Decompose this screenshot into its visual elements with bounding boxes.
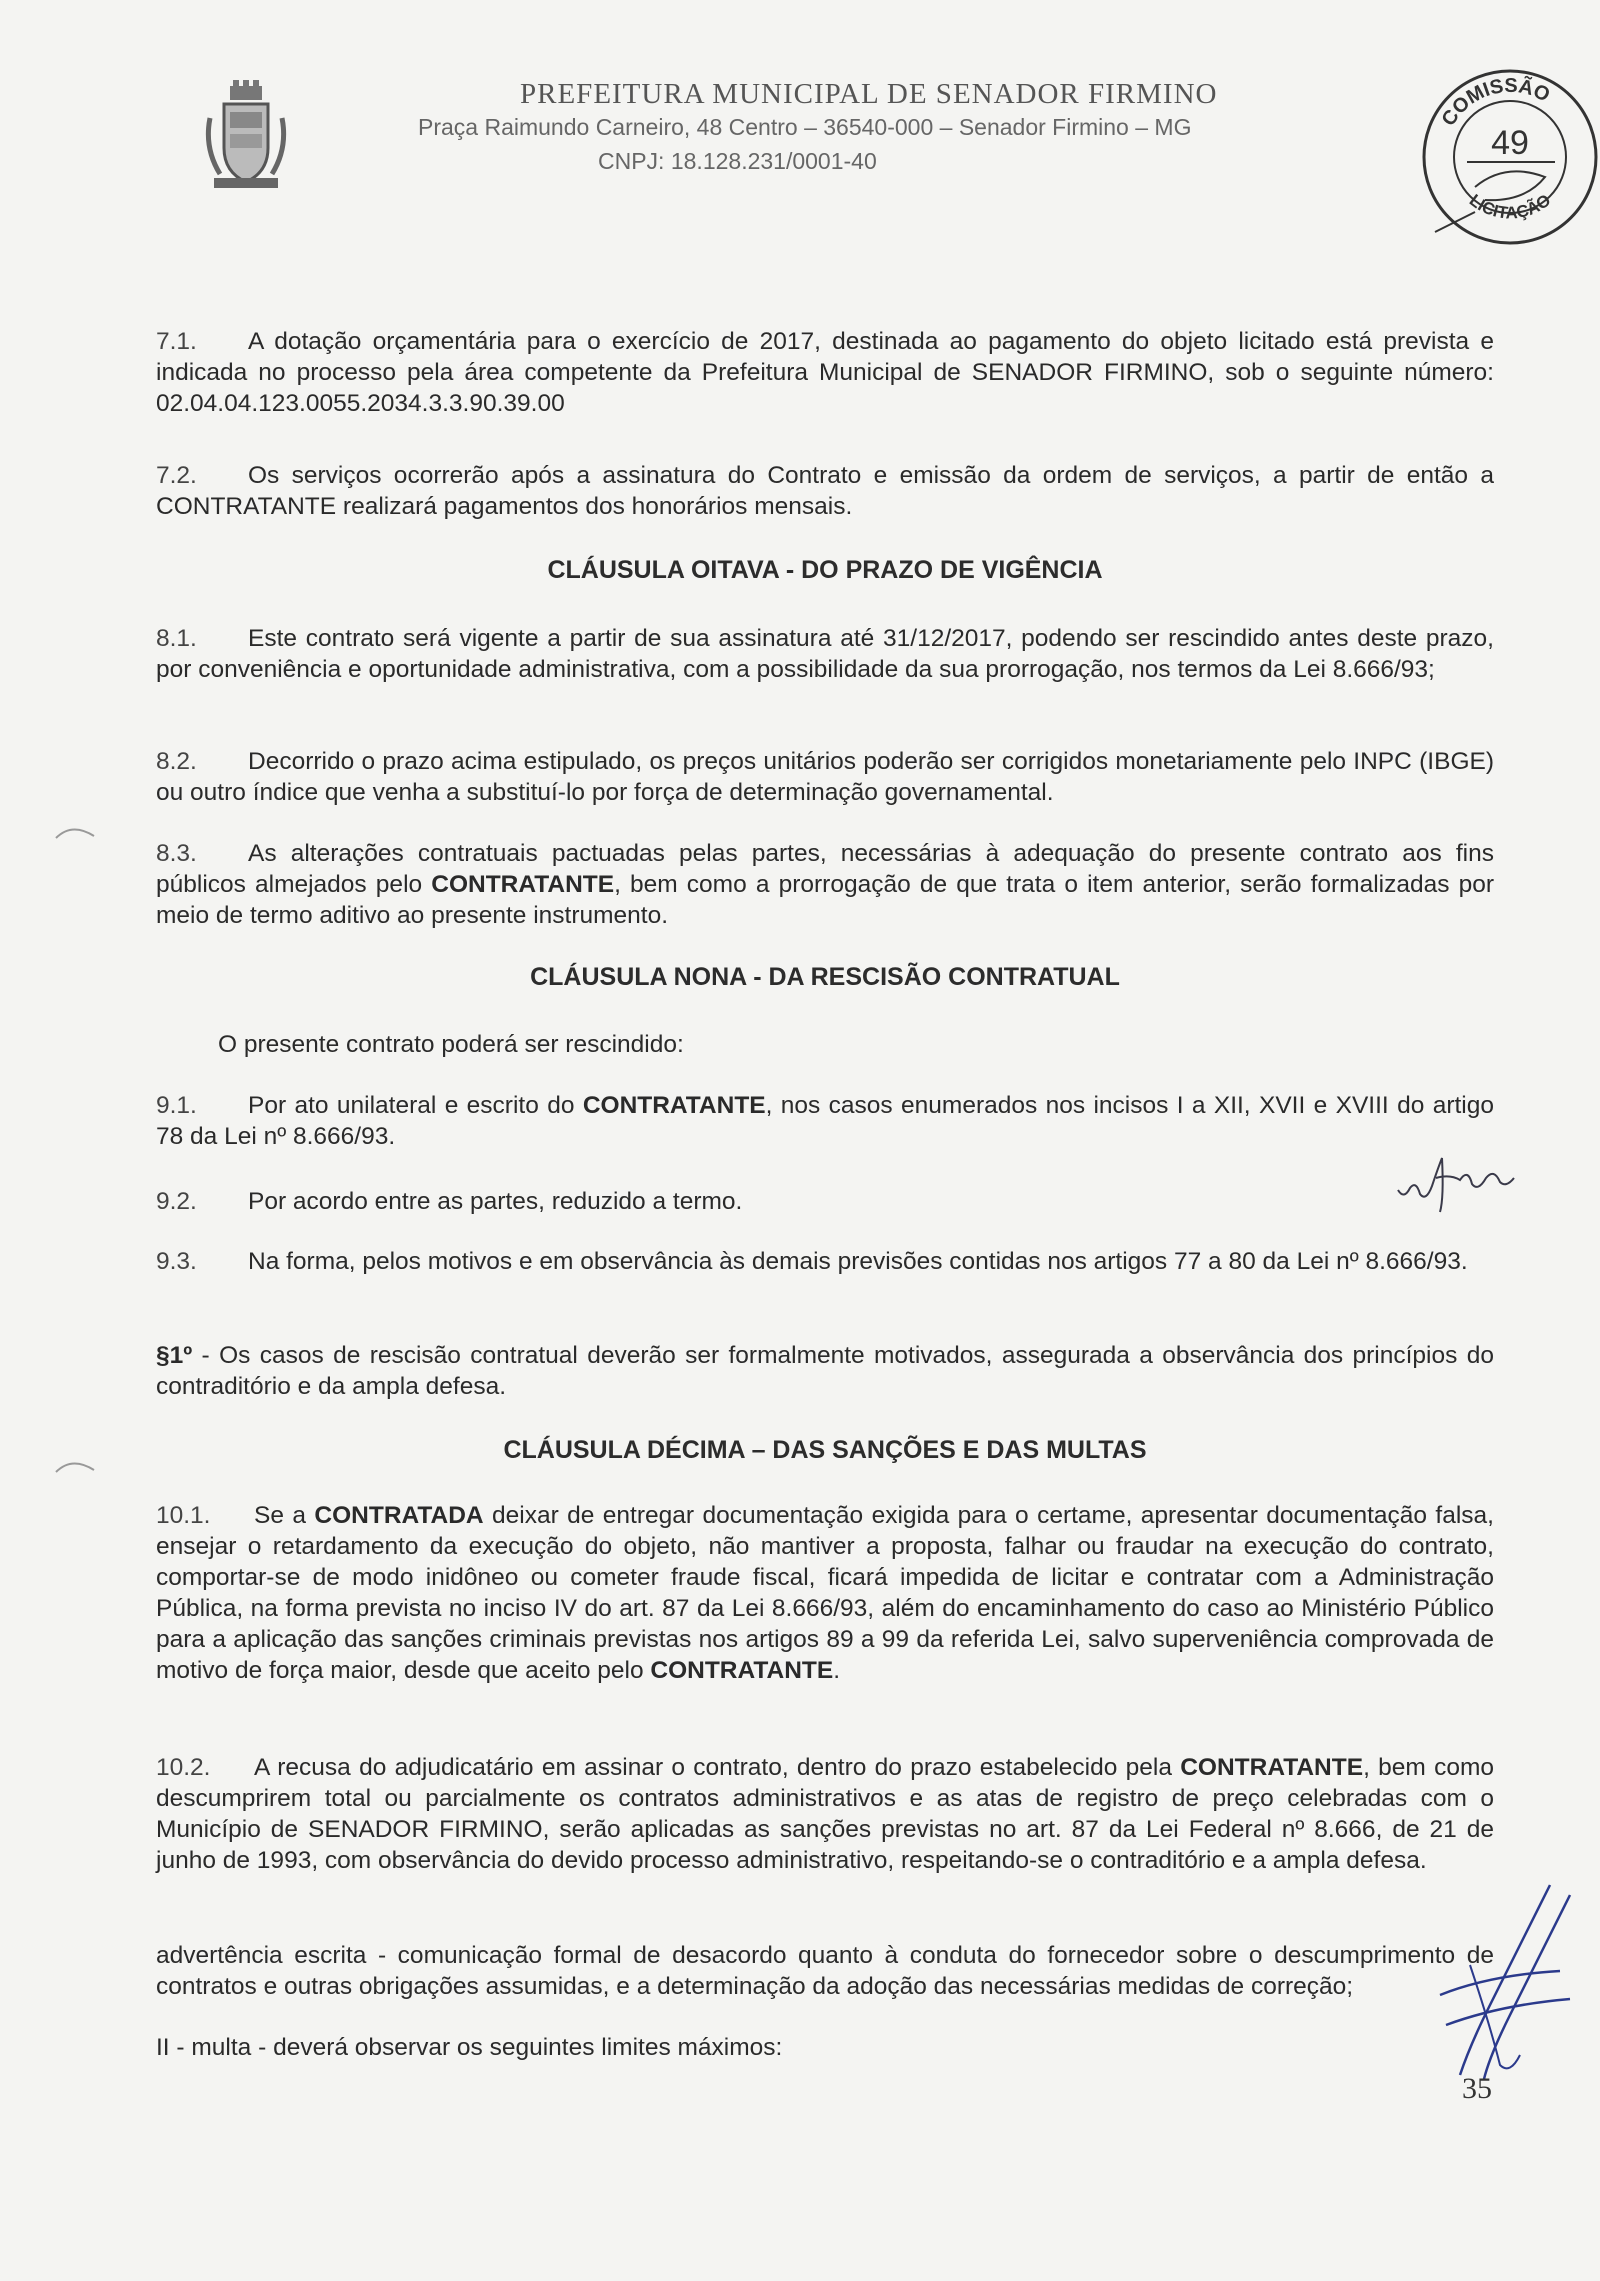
- contratante-term: CONTRATANTE: [582, 1092, 766, 1119]
- commission-stamp: [1415, 62, 1600, 252]
- heading-clause-8: CLÁUSULA OITAVA - DO PRAZO DE VIGÊNCIA: [547, 556, 1103, 584]
- sanction-fine-item: II - multa - deverá observar os seguintes limites máximos:: [156, 2034, 783, 2061]
- clause-text: Os serviços ocorrerão após a assinatura do Contrato e emissão da ordem de serviços, a partir de então a CONTRATANTE realizará pagamentos dos honorários mensais.: [156, 462, 1494, 520]
- clause-number: 8.3.: [156, 840, 197, 867]
- stamp-bottom-text: LICITAÇÃO: [1465, 190, 1555, 223]
- clause-text-continued: , bem como a prorrogação de que trata o item anterior, serão formalizadas por meio de termo aditivo ao presente instrumento.: [156, 871, 1494, 929]
- clause-text: Decorrido o prazo acima estipulado, os preços unitários poderão ser corrigidos monetariamente pelo INPC (IBGE) ou outro índice que venha a substituí-lo por força de determinação governamental.: [156, 748, 1494, 806]
- clause-10-2: [156, 1752, 1494, 1876]
- initials-signature: [1390, 1138, 1520, 1218]
- contratada-term: CONTRATADA: [314, 1502, 484, 1529]
- contratante-term: CONTRATANTE: [1180, 1754, 1364, 1781]
- clause-text: A dotação orçamentária para o exercício de 2017, destinada ao pagamento do objeto licitado está prevista e indicada no processo pela área competente da Prefeitura Municipal de SENADOR FIRMINO, sob o seguinte número: 02.04.04.123.0055.2034.3.3.90.39.00: [156, 328, 1494, 417]
- clause-number: 8.2.: [156, 748, 197, 775]
- clause-9-3: [156, 1246, 1494, 1277]
- sanction-warning-item: advertência escrita - comunicação formal de desacordo quanto à conduta do fornecedor sobre o descumprimento de contratos e outras obrigações assumidas, e a determinação da adoção das necessárias medidas de correção;: [156, 1942, 1494, 2000]
- clause-text-continued: , nos casos enumerados nos incisos I a XII, XVII e XVIII do artigo 78 da Lei nº 8.666/93.: [156, 1092, 1494, 1150]
- clause-text-end: .: [833, 1657, 841, 1684]
- punch-mark: [52, 1456, 98, 1476]
- contratante-term: CONTRATANTE: [431, 871, 615, 898]
- page-number: 35: [1462, 2072, 1492, 2105]
- clause-text: A recusa do adjudicatário em assinar o contrato, dentro do prazo estabelecido pela: [254, 1754, 1181, 1781]
- paragraph-1: [156, 1340, 1494, 1402]
- header-address: Praça Raimundo Carneiro, 48 Centro – 36540-000 – Senador Firmino – MG: [418, 114, 1192, 140]
- clause-9-1: [156, 1090, 1494, 1152]
- clause-number: 8.1.: [156, 625, 197, 652]
- clause-text: Por ato unilateral e escrito do: [248, 1092, 583, 1119]
- clause-9-intro: O presente contrato poderá ser rescindido:: [218, 1031, 684, 1058]
- clause-number: 10.1.: [156, 1502, 211, 1529]
- punch-mark: [52, 822, 98, 842]
- clause-text: Este contrato será vigente a partir de sua assinatura até 31/12/2017, podendo ser rescindido antes deste prazo, por conveniência e oportunidade administrativa, com a possibilidade da sua prorrogação, nos termos da Lei 8.666/93;: [156, 625, 1494, 683]
- paragraph-text: - Os casos de rescisão contratual deverão ser formalmente motivados, assegurada a observância dos princípios do contraditório e da ampla defesa.: [156, 1342, 1494, 1400]
- clause-number: 7.1.: [156, 328, 197, 355]
- clause-number: 7.2.: [156, 462, 197, 489]
- clause-text: Por acordo entre as partes, reduzido a termo.: [248, 1188, 743, 1215]
- contratante-term: CONTRATANTE: [650, 1657, 834, 1684]
- clause-text-continued: , bem como descumprirem total ou parcialmente os contratos administrativos e as atas de registro de preço celebradas com o Município de SENADOR FIRMINO, serão aplicadas as sanções previstas no art. 87 da Lei Federal nº 8.666, de 21 de junho de 1993, com observância do devido processo administrativo, respeitando-se o contraditório e a ampla defesa.: [156, 1754, 1495, 1874]
- svg-text:LICITAÇÃO: [1466, 190, 1555, 222]
- paragraph-symbol: §1º: [156, 1342, 193, 1369]
- clause-7-2: [156, 460, 1494, 522]
- clause-number: 9.3.: [156, 1248, 197, 1275]
- heading-clause-9: CLÁUSULA NONA - DA RESCISÃO CONTRATUAL: [530, 963, 1120, 991]
- clause-7-1: [156, 326, 1494, 419]
- clause-10-1: [156, 1500, 1494, 1686]
- header-title: PREFEITURA MUNICIPAL DE SENADOR FIRMINO: [520, 78, 1218, 110]
- clause-8-3: [156, 838, 1494, 931]
- clause-text: Se a: [254, 1502, 315, 1529]
- clause-8-2: [156, 746, 1494, 808]
- clause-text-continued: deixar de entregar documentação exigida para o certame, apresentar documentação falsa, ensejar o retardamento da execução do objeto, não mantiver a proposta, falhar ou fraudar na execução do contrato, comportar-se de modo inidôneo ou cometer fraude fiscal, ficará impedida de licitar e contratar com a Administração Pública, na forma prevista no inciso IV do art. 87 da Lei 8.666/93, além do encaminhamento do caso ao Ministério Público para a aplicação das sanções criminais previstas nos artigos 89 a 99 da referida Lei, salvo superveniência comprovada de motivo de força maior, desde que aceito pelo: [156, 1502, 1494, 1684]
- clause-9-2: [156, 1186, 1494, 1217]
- municipal-coat-of-arms-icon: [200, 78, 292, 198]
- stamp-top-text: COMISSÃO: [1437, 74, 1554, 131]
- clause-text: As alterações contratuais pactuadas pelas partes, necessárias à adequação do presente contrato aos fins públicos almejados pelo: [156, 840, 1494, 898]
- header-cnpj: CNPJ: 18.128.231/0001-40: [598, 148, 877, 174]
- clause-number: 9.1.: [156, 1092, 197, 1119]
- clause-text: Na forma, pelos motivos e em observância às demais previsões contidas nos artigos 77 a 80 da Lei nº 8.666/93.: [248, 1248, 1468, 1275]
- clause-8-1: [156, 623, 1494, 685]
- clause-number: 10.2.: [156, 1754, 211, 1781]
- clause-number: 9.2.: [156, 1188, 197, 1215]
- heading-clause-10: CLÁUSULA DÉCIMA – DAS SANÇÕES E DAS MULTAS: [503, 1436, 1147, 1464]
- rubric-signature: [1430, 1875, 1580, 2085]
- stamp-number: 49: [1491, 124, 1529, 162]
